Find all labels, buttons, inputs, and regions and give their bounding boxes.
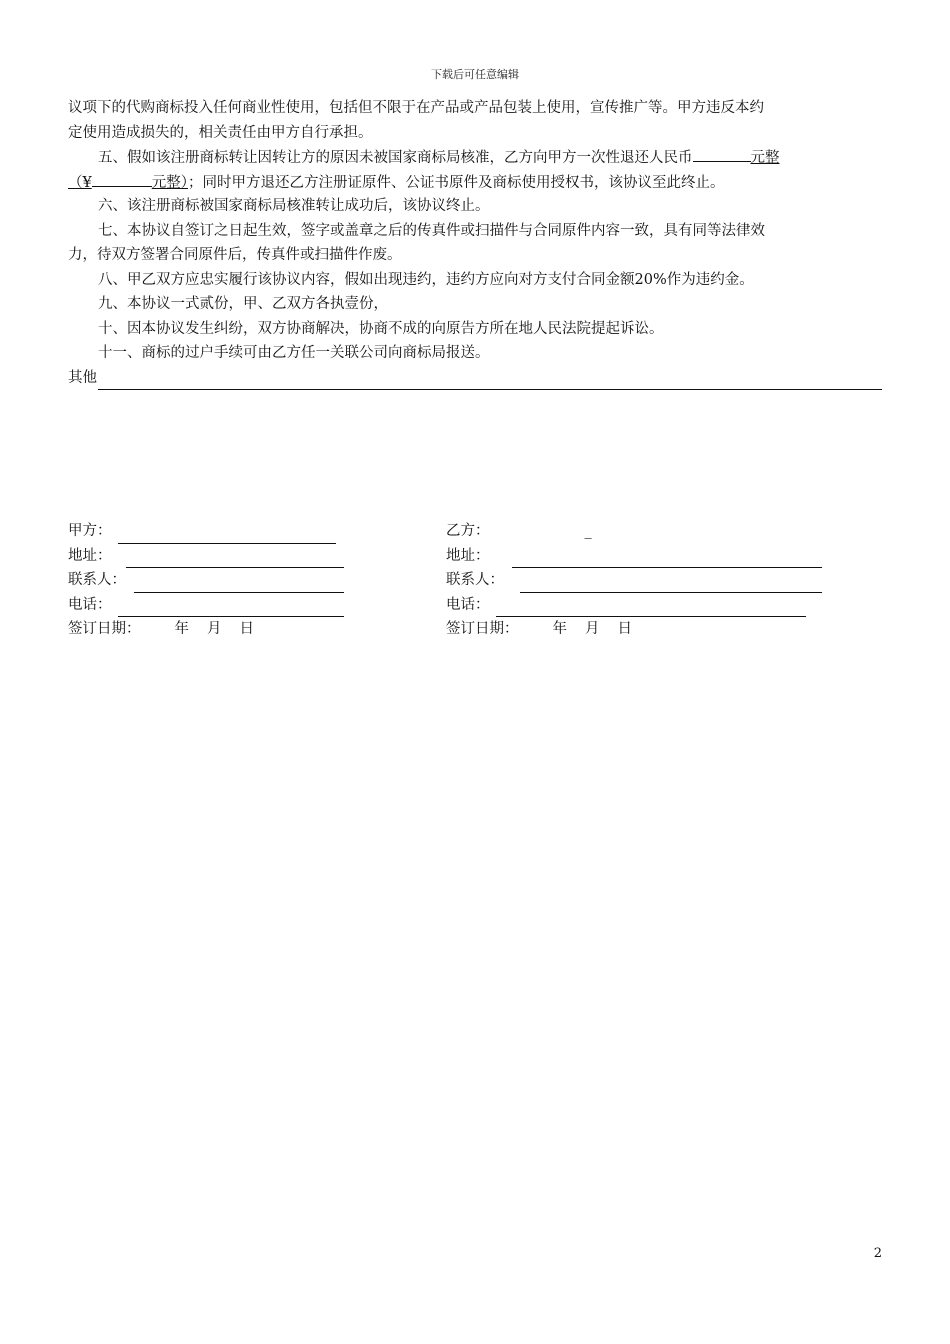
page-header: 下载后可任意编辑 bbox=[431, 68, 519, 81]
party-a-name-blank bbox=[118, 526, 336, 544]
refund-yen-blank bbox=[92, 170, 152, 187]
clause-continuation-text-1: 议项下的代购商标投入任何商业性使用，包括但不限于在产品或产品包装上使用，宣传推广等。甲方违反本约 bbox=[68, 100, 764, 116]
party-b-date-month: 月 bbox=[585, 621, 600, 637]
party-b-phone-label: 电话： bbox=[446, 596, 490, 613]
party-a-name-label: 甲方： bbox=[68, 523, 112, 539]
party-a-contact-label: 联系人： bbox=[68, 572, 126, 588]
party-b-address-label: 地址： bbox=[446, 547, 490, 564]
clause-5-text: 五、假如该注册商标转让因转让方的原因未被国家商标局核准，乙方向甲方一次性退还人民币 bbox=[98, 150, 693, 166]
party-a-address-row bbox=[68, 544, 358, 569]
other-terms-line bbox=[68, 366, 882, 391]
party-b-name-mark: _ bbox=[584, 523, 592, 539]
other-terms-label: 其他 bbox=[68, 369, 97, 386]
party-b-date-row bbox=[446, 617, 846, 642]
party-b-contact-label: 联系人： bbox=[446, 572, 504, 588]
party-a-contact-blank bbox=[134, 575, 344, 593]
clause-8: 八、甲乙双方应忠实履行该协议内容，假如出现违约，违约方应向对方支付合同金额20%作为违约金。 bbox=[98, 271, 754, 288]
party-b-signature-block bbox=[446, 519, 846, 642]
page-number: 2 bbox=[873, 1246, 882, 1261]
party-b-date-day: 日 bbox=[617, 621, 632, 637]
clause-7-line-1: 七、本协议自签订之日起生效，签字或盖章之后的传真件或扫描件与合同原件内容一致，具有同等法律效 bbox=[98, 222, 765, 239]
clause-11: 十一、商标的过户手续可由乙方任一关联公司向商标局报送。 bbox=[98, 345, 490, 361]
refund-amount-unit: 元整 bbox=[750, 150, 780, 166]
party-a-date-row bbox=[68, 617, 358, 642]
party-a-phone-blank bbox=[118, 599, 344, 617]
clause-9: 九、本协议一式贰份，甲、乙双方各执壹份， bbox=[98, 296, 388, 312]
party-b-phone-blank bbox=[496, 599, 806, 617]
clause-10: 十、因本协议发生纠纷，双方协商解决，协商不成的向原告方所在地人民法院提起诉讼。 bbox=[98, 320, 664, 337]
party-a-date-label: 签订日期： bbox=[68, 621, 141, 637]
party-b-name-label: 乙方： bbox=[446, 523, 490, 539]
refund-yen-unit: 元整） bbox=[151, 174, 188, 191]
party-b-name-row bbox=[446, 519, 846, 544]
party-b-address-blank bbox=[512, 550, 822, 568]
party-a-date-day: 日 bbox=[239, 621, 254, 637]
party-a-phone-row bbox=[68, 593, 358, 618]
party-b-date-label: 签订日期： bbox=[446, 621, 519, 637]
clause-6: 六、该注册商标被国家商标局核准转让成功后，该协议终止。 bbox=[98, 198, 490, 214]
party-b-date-year: 年 bbox=[552, 621, 567, 637]
clause-7-line-2: 力，待双方签署合同原件后，传真件或扫描件作废。 bbox=[68, 247, 402, 263]
clause-5-line-2 bbox=[68, 170, 882, 195]
party-b-phone-row bbox=[446, 593, 846, 618]
party-a-name-row bbox=[68, 519, 358, 544]
agreement-clauses bbox=[68, 96, 882, 390]
clause-5-text-2: ；同时甲方退还乙方注册证原件、公证书原件及商标使用授权书，该协议至此终止。 bbox=[187, 174, 725, 191]
clause-continuation-line-2: 定使用造成损失的，相关责任由甲方自行承担。 bbox=[68, 124, 373, 141]
party-a-address-blank bbox=[126, 550, 344, 568]
other-terms-blank bbox=[98, 372, 882, 390]
party-a-date-month: 月 bbox=[207, 621, 222, 637]
party-b-contact-row bbox=[446, 568, 846, 593]
clause-continuation-line-1 bbox=[68, 96, 882, 121]
party-a-date-year: 年 bbox=[174, 621, 189, 637]
party-a-signature-block bbox=[68, 519, 358, 642]
party-b-contact-blank bbox=[520, 575, 822, 593]
party-a-address-label: 地址： bbox=[68, 547, 112, 564]
party-a-contact-row bbox=[68, 568, 358, 593]
refund-amount-blank bbox=[693, 145, 751, 162]
party-b-address-row bbox=[446, 544, 846, 569]
party-a-phone-label: 电话： bbox=[68, 596, 112, 613]
refund-yen-prefix: （¥ bbox=[68, 174, 92, 191]
clause-5-line-1 bbox=[68, 145, 882, 170]
